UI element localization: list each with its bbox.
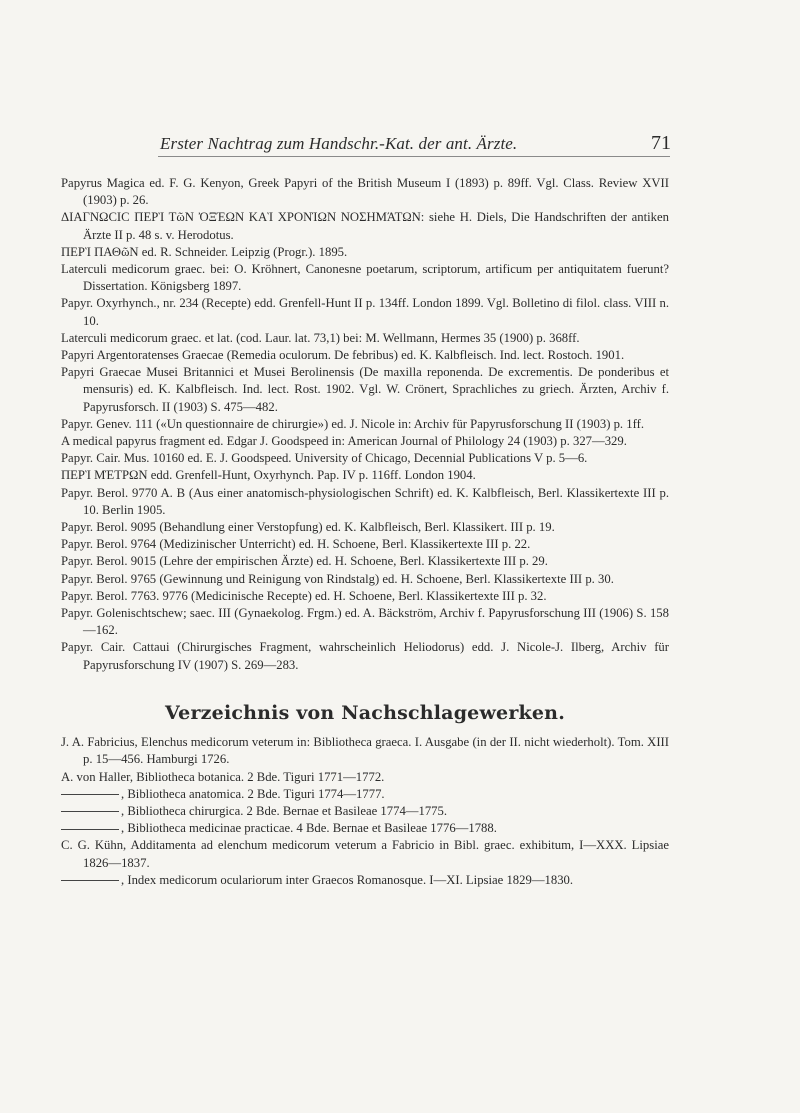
reference-entry xyxy=(61,820,669,837)
bibliography-entry: Papyr. Cair. Cattaui (Chirurgisches Fragment, wahrscheinlich Heliodorus) edd. J. Nicole-J. Ilberg, Archiv für Papyrusforschung IV (1907) S. 269—283. xyxy=(61,640,669,672)
page-body xyxy=(61,175,669,889)
bibliography-list xyxy=(61,175,669,674)
reference-text: , Bibliotheca chirurgica. 2 Bde. Bernae et Basileae 1774—1775. xyxy=(121,803,448,818)
bibliography-entry: Laterculi medicorum graec. bei: O. Kröhnert, Canonesne poetarum, scriptorum, artificum per antiquitatem fuerunt? Dissertation. Königsberg 1897. xyxy=(61,262,669,294)
reference-list xyxy=(61,734,669,889)
bibliography-entry: A medical papyrus fragment ed. Edgar J. Goodspeed in: American Journal of Philology 24 (1903) p. 327—329. xyxy=(61,434,627,449)
bibliography-entry: Papyr. Berol. 9770 A. B (Aus einer anatomisch-physiologischen Schrift) ed. K. Kalbfleisch, Berl. Klassikertexte III p. 10. Berlin 1905. xyxy=(61,485,669,517)
bibliography-entry: ΠΕΡῚ ΜΈΤΡΩΝ edd. Grenfell-Hunt, Oxyrhynch. Pap. IV p. 116ff. London 1904. xyxy=(61,468,476,483)
reference-entry xyxy=(61,837,669,871)
reference-text: , Bibliotheca anatomica. 2 Bde. Tiguri 1774—1777. xyxy=(121,786,385,801)
bibliography-entry: ΠΕΡῚ ΠΑΘῶΝ ed. R. Schneider. Leipzig (Progr.). 1895. xyxy=(61,244,348,259)
reference-entry xyxy=(61,734,669,768)
bibliography-entry: Papyrus Magica ed. F. G. Kenyon, Greek Papyri of the British Museum I (1893) p. 89ff. Vgl. Class. Review XVII (1903) p. 26. xyxy=(61,176,669,208)
running-title: Erster Nachtrag zum Handschr.-Kat. der ant. Ärzte. xyxy=(160,134,518,153)
reference-text: J. A. Fabricius, Elenchus medicorum veterum in: Bibliotheca graeca. I. Ausgabe (in der II. nicht wiederholt). Tom. XIII p. 15—456. Hamburgi 1726. xyxy=(61,735,669,767)
ditto-dash xyxy=(61,794,119,795)
bibliography-entry: Papyr. Genev. 111 («Un questionnaire de chirurgie») ed. J. Nicole in: Archiv für Papyrusforschung II (1903) p. 1ff. xyxy=(61,416,645,431)
ditto-dash xyxy=(61,880,119,881)
reference-entry xyxy=(61,872,669,889)
bibliography-entry: ΔΙΑΓΝΩCΙC ΠΕΡῚ ΤῶΝ ὈΞΈΩΝ ΚΑῚ ΧΡΟΝΊΩΝ ΝΟΣΗΜΆΤΩΝ: siehe H. Diels, Die Handschriften der antiken Ärzte II p. 48 s. v. Herodotus. xyxy=(61,210,669,242)
section-heading: Verzeichnis von Nachschlagewerken. xyxy=(164,701,566,724)
bibliography-entry: Papyr. Oxyrhynch., nr. 234 (Recepte) edd. Grenfell-Hunt II p. 134ff. London 1899. Vgl. Bolletino di filol. class. VIII n. 10. xyxy=(61,296,669,328)
ditto-dash xyxy=(61,811,119,812)
bibliography-entry: Papyr. Golenischtschew; saec. III (Gynaekolog. Frgm.) ed. A. Bäckström, Archiv f. Papyrusforschung III (1906) S. 158—162. xyxy=(61,606,669,638)
reference-entry xyxy=(61,769,669,786)
reference-entry xyxy=(61,786,669,803)
bibliography-entry: Papyr. Berol. 9764 (Medizinischer Unterricht) ed. H. Schoene, Berl. Klassikertexte III p. 22. xyxy=(61,537,531,552)
reference-entry xyxy=(61,803,669,820)
reference-text: , Index medicorum oculariorum inter Graecos Romanosque. I—XI. Lipsiae 1829—1830. xyxy=(121,872,574,887)
page-number: 71 xyxy=(651,132,671,154)
bibliography-entry: Papyr. Cair. Mus. 10160 ed. E. J. Goodspeed. University of Chicago, Decennial Publications V p. 5—6. xyxy=(61,451,588,466)
reference-text: , Bibliotheca medicinae practicae. 4 Bde. Bernae et Basileae 1776—1788. xyxy=(121,821,497,836)
bibliography-entry: Papyri Argentoratenses Graecae (Remedia oculorum. De febribus) ed. K. Kalbfleisch. Ind. lect. Rostoch. 1901. xyxy=(61,348,625,363)
reference-text: A. von Haller, Bibliotheca botanica. 2 Bde. Tiguri 1771—1772. xyxy=(61,769,385,784)
header-rule xyxy=(158,156,670,157)
bibliography-entry: Papyr. Berol. 9015 (Lehre der empirischen Ärzte) ed. H. Schoene, Berl. Klassikertexte III p. 29. xyxy=(61,554,548,569)
ditto-dash xyxy=(61,829,119,830)
bibliography-entry: Papyr. Berol. 7763. 9776 (Medicinische Recepte) ed. H. Schoene, Berl. Klassikertexte III p. 32. xyxy=(61,588,547,603)
bibliography-entry: Papyri Graecae Musei Britannici et Musei Berolinensis (De maxilla reponenda. De excrementis. De ponderibus et mensuris) ed. K. Kalbfleisch. Ind. lect. Rost. 1902. Vgl. W. Crönert, Sprachliches zu griech. Ärzten, Archiv f. Papyrusforsch. II (1903) S. 475—482. xyxy=(61,365,669,414)
reference-text: C. G. Kühn, Additamenta ad elenchum medicorum veterum a Fabricio in Bibl. graec. exhibitum, I—XXX. Lipsiae 1826—1837. xyxy=(61,838,669,870)
bibliography-entry: Laterculi medicorum graec. et lat. (cod. Laur. lat. 73,1) bei: M. Wellmann, Hermes 35 (1900) p. 368ff. xyxy=(61,330,580,345)
running-header xyxy=(0,134,800,158)
bibliography-entry: Papyr. Berol. 9095 (Behandlung einer Verstopfung) ed. K. Kalbfleisch, Berl. Klassikert. III p. 19. xyxy=(61,520,555,535)
bibliography-entry: Papyr. Berol. 9765 (Gewinnung und Reinigung von Rindstalg) ed. H. Schoene, Berl. Klassikertexte III p. 30. xyxy=(61,571,614,586)
